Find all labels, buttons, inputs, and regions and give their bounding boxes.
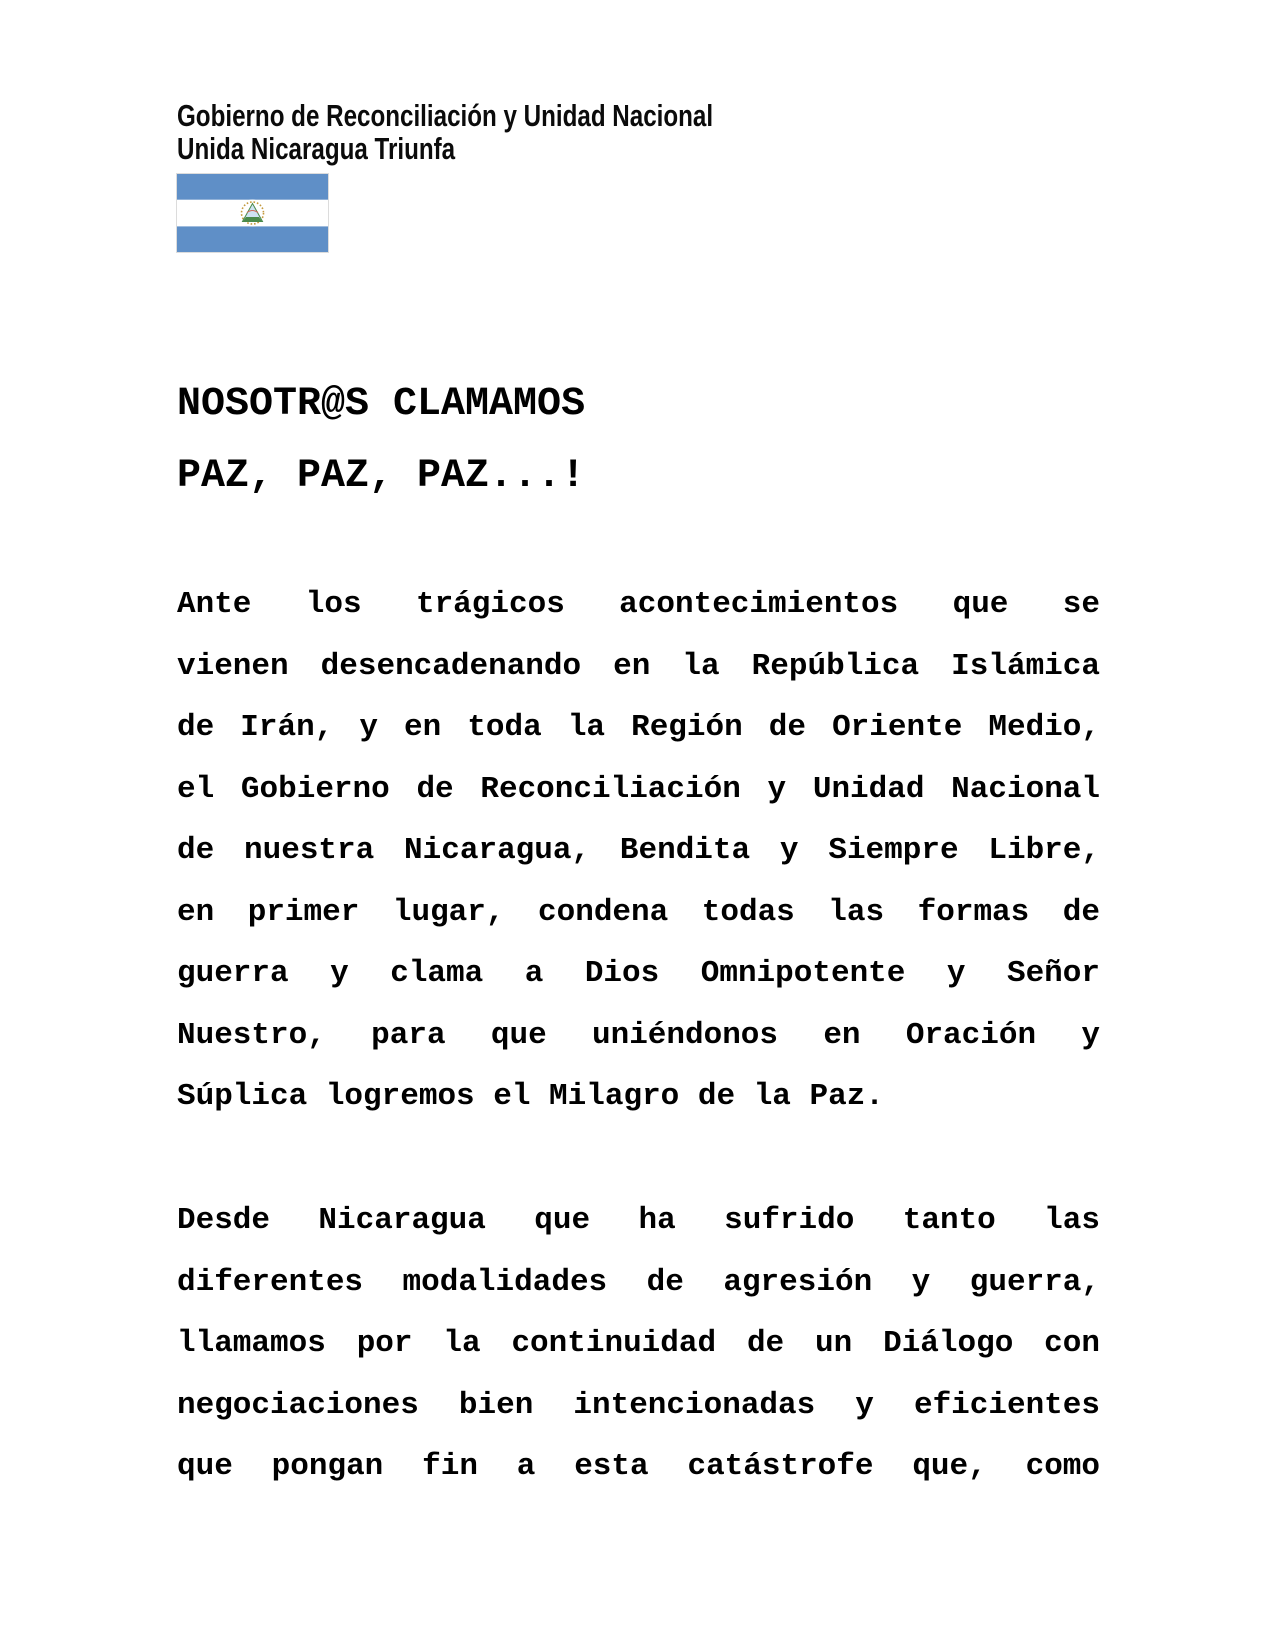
paragraph-1 — [177, 574, 1100, 1128]
paragraph-2 — [177, 1190, 1100, 1498]
nicaragua-flag — [176, 173, 329, 253]
header-line-slogan: Unida Nicaragua Triunfa — [177, 131, 456, 166]
nicaragua-flag-image — [176, 173, 329, 253]
document-title — [177, 369, 585, 513]
text-line: que pongan fin a esta catástrofe que, como — [177, 1449, 1100, 1484]
title-line-1: NOSOTR@S CLAMAMOS — [177, 382, 586, 427]
text-line: diferentes modalidades de agresión y guerra, — [177, 1264, 1100, 1300]
text-line: Ante los trágicos acontecimientos que se — [177, 587, 1100, 622]
flag-stripe-bottom — [176, 226, 329, 253]
text-line: en primer lugar, condena todas las formas de — [177, 894, 1100, 930]
emblem-mountains — [243, 217, 262, 221]
text-line: Nuestro, para que uniéndonos en Oración y — [177, 1017, 1100, 1053]
flag-stripe-top — [176, 173, 329, 200]
text-line: Desde Nicaragua que ha sufrido tanto las — [177, 1203, 1100, 1238]
text-line: negociaciones bien intencionadas y eficientes — [177, 1387, 1100, 1423]
text-line: Súplica logremos el Milagro de la Paz. — [177, 1079, 884, 1114]
flag-coat-of-arms — [239, 200, 266, 227]
text-line: de nuestra Nicaragua, Bendita y Siempre Libre, — [177, 833, 1100, 868]
text-line: guerra y clama a Dios Omnipotente y Señor — [177, 956, 1100, 991]
text-line: de Irán, y en toda la Región de Oriente Medio, — [177, 710, 1100, 745]
text-line: llamamos por la continuidad de un Diálogo con — [177, 1326, 1100, 1361]
text-line: el Gobierno de Reconciliación y Unidad Nacional — [177, 771, 1100, 807]
title-line-2: PAZ, PAZ, PAZ...! — [177, 454, 586, 499]
header-line-government: Gobierno de Reconciliación y Unidad Nacional — [177, 98, 714, 133]
document-header — [177, 99, 713, 165]
text-line: vienen desencadenando en la República Islámica — [177, 648, 1100, 684]
